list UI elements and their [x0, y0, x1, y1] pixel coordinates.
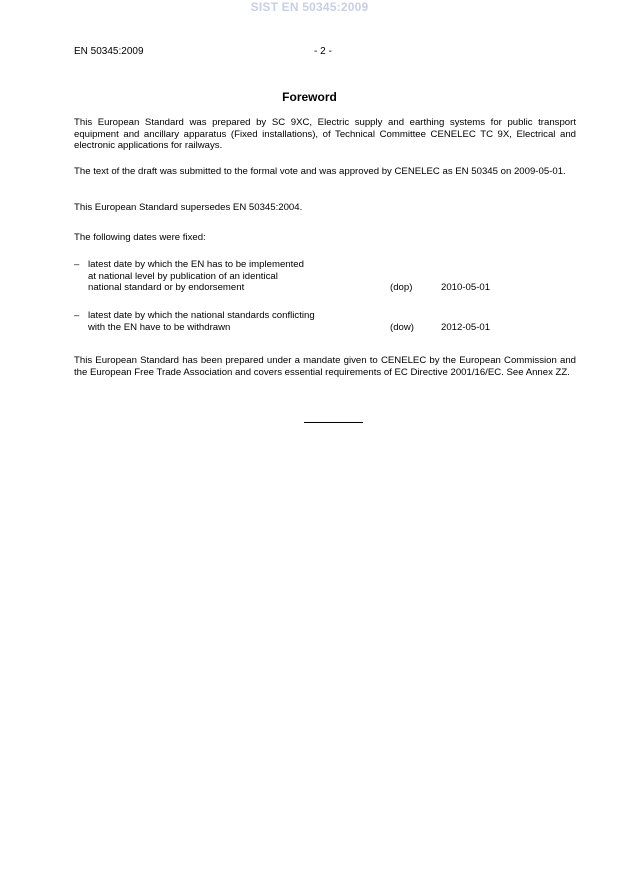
dash-bullet: –: [74, 259, 80, 270]
paragraph-mandate: This European Standard has been prepared under a mandate given to CENELEC by the European Commission and the European Free Trade Association and covers essential requirements of EC Directive 2001/16/EC. See Annex ZZ.: [74, 355, 576, 378]
page-title: Foreword: [282, 90, 337, 104]
dash-bullet: –: [74, 310, 80, 321]
paragraph-vote: The text of the draft was submitted to the formal vote and was approved by CENELEC as EN 50345 on 2009-05-01.: [74, 166, 566, 177]
watermark: SIST EN 50345:2009: [250, 0, 369, 14]
date-item-dow: [74, 310, 576, 334]
description-line: national standard or by endorsement: [88, 282, 245, 293]
date-abbreviation: (dow): [390, 321, 414, 333]
description-line: latest date by which the national standards conflicting: [88, 310, 315, 321]
description-line: at national level by publication of an identical: [88, 270, 278, 282]
page-number: - 2 -: [314, 46, 332, 57]
paragraph-supersedes: This European Standard supersedes EN 50345:2004.: [74, 202, 303, 213]
date-value: 2010-05-01: [441, 282, 491, 293]
date-item-description: [88, 310, 378, 333]
end-rule: [304, 422, 363, 423]
paragraph-prepared-by: This European Standard was prepared by SC 9XC, Electric supply and earthing systems for public transport equipment and ancillary apparatus (Fixed installations), of Technical Committee CENELEC TC 9X, Electrical and electronic applications for railways.: [74, 117, 576, 151]
date-item-dop: [74, 259, 576, 295]
paragraph-dates-intro: The following dates were fixed:: [74, 232, 206, 243]
description-line: latest date by which the EN has to be implemented: [88, 259, 304, 270]
description-line: with the EN have to be withdrawn: [88, 321, 231, 333]
date-value: 2012-05-01: [441, 321, 491, 333]
date-abbreviation: (dop): [390, 282, 413, 293]
document-id: EN 50345:2009: [74, 46, 144, 57]
date-item-description: [88, 259, 378, 294]
